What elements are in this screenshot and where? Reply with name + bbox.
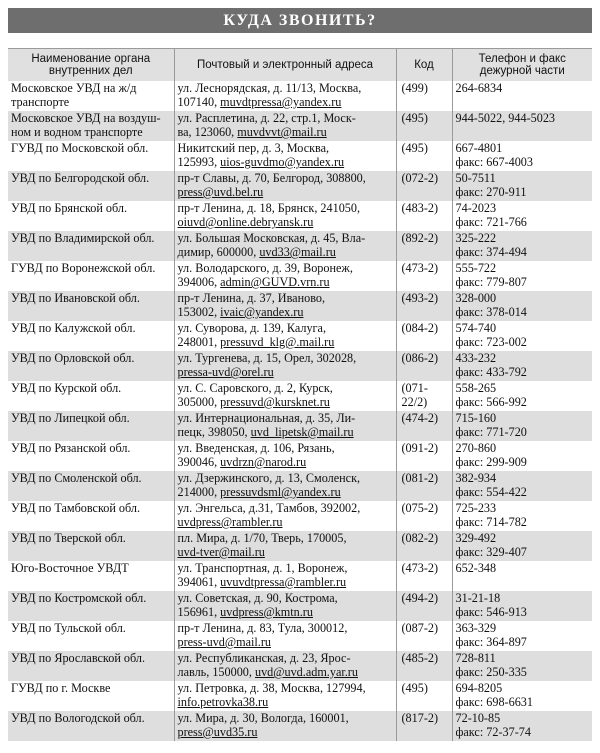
email-link[interactable]: muvdtpressa@yandex.ru [220, 95, 342, 109]
area-code-cell: (081-2) [396, 471, 452, 501]
fax-line: факс: 299-909 [455, 455, 527, 469]
area-code-cell: (072-2) [396, 171, 452, 201]
email-link[interactable]: uvd-tver@mail.ru [177, 545, 265, 559]
email-link[interactable]: uvdpress@rambler.ru [177, 515, 283, 529]
organ-name-line: Московское УВД на воздуш- [11, 111, 161, 125]
phone-cell [452, 501, 592, 531]
area-code-cell: (493-2) [396, 291, 452, 321]
area-code-cell: (494-2) [396, 591, 452, 621]
fax-line: факс: 329-407 [455, 545, 527, 559]
fax-line: факс: 378-014 [455, 305, 527, 319]
organ-name-line: Московское УВД на ж/д [11, 81, 137, 95]
organ-name-line: УВД по Белгородской обл. [11, 171, 150, 185]
phone-line: 363-329 [455, 621, 497, 635]
phone-cell [452, 681, 592, 711]
organ-name-cell [8, 201, 174, 231]
phone-cell [452, 81, 592, 111]
organ-name-cell [8, 441, 174, 471]
organ-name-line: УВД по Курской обл. [11, 381, 122, 395]
email-link[interactable]: admin@GUVD.vrn.ru [220, 275, 330, 289]
table-row [8, 171, 592, 201]
fax-line: факс: 698-6631 [455, 695, 533, 709]
phone-cell [452, 621, 592, 651]
phone-line: 728-811 [455, 651, 496, 665]
email-link[interactable]: press@uvd.bel.ru [177, 185, 264, 199]
address-cell [174, 351, 396, 381]
email-link[interactable]: pressuvd_klg@.mail.ru [220, 335, 335, 349]
fax-line: факс: 250-335 [455, 665, 527, 679]
address-line [178, 365, 393, 379]
address-cell [174, 531, 396, 561]
phone-cell [452, 651, 592, 681]
organ-name-cell [8, 471, 174, 501]
address-cell [174, 261, 396, 291]
address-cell [174, 681, 396, 711]
address-cell [174, 231, 396, 261]
table-row [8, 231, 592, 261]
contacts-table [8, 48, 592, 741]
phone-line: 270-860 [455, 441, 497, 455]
address-line: ул. Республиканская, д. 23, Ярос- [177, 651, 351, 665]
organ-name-line: УВД по Владимирской обл. [11, 231, 155, 245]
table-row [8, 471, 592, 501]
organ-name-cell [8, 591, 174, 621]
phone-line: 433-232 [455, 351, 497, 365]
address-cell [174, 501, 396, 531]
address-postal: 107140, [177, 95, 221, 109]
organ-name-line: транспорте [11, 95, 70, 109]
address-line: ул. Расплетина, д. 22, стр.1, Моск- [177, 111, 356, 125]
organ-name-cell [8, 501, 174, 531]
address-line: ул. Транспортная, д. 1, Воронеж, [177, 561, 348, 575]
organ-name-line: УВД по Тамбовской обл. [11, 501, 141, 515]
phone-line: 264-6834 [455, 81, 503, 95]
address-cell [174, 711, 396, 741]
address-line [178, 725, 393, 739]
organ-name-cell [8, 561, 174, 591]
table-row [8, 441, 592, 471]
email-link[interactable]: pressa-uvd@orel.ru [177, 365, 274, 379]
address-cell [174, 591, 396, 621]
table-row [8, 591, 592, 621]
address-line: ул. Мира, д. 30, Вологда, 160001, [177, 711, 349, 725]
address-line: Никитский пер, д. 3, Москва, [177, 141, 330, 155]
fax-line: факс: 771-720 [455, 425, 527, 439]
table-row [8, 111, 592, 141]
fax-line: факс: 554-422 [455, 485, 527, 499]
organ-name-cell [8, 381, 174, 411]
phone-line: 715-160 [455, 411, 497, 425]
phone-cell [452, 411, 592, 441]
address-cell [174, 471, 396, 501]
address-line [178, 185, 393, 199]
table-row [8, 651, 592, 681]
area-code-cell: (082-2) [396, 531, 452, 561]
address-line: ул. Дзержинского, д. 13, Смоленск, [177, 471, 361, 485]
address-postal: 248001, [177, 335, 221, 349]
address-postal: димир, 600000, [177, 245, 260, 259]
address-line [178, 515, 393, 529]
table-row [8, 141, 592, 171]
table-row [8, 411, 592, 441]
area-code-cell: (495) [396, 111, 452, 141]
address-cell [174, 381, 396, 411]
address-line: пр-т Ленина, д. 83, Тула, 300012, [177, 621, 348, 635]
area-code-cell: (474-2) [396, 411, 452, 441]
address-cell [174, 291, 396, 321]
fax-line: факс: 723-002 [455, 335, 527, 349]
organ-name-line: УВД по Тульской обл. [11, 621, 126, 635]
address-postal: 305000, [177, 395, 221, 409]
phone-cell [452, 471, 592, 501]
area-code-cell: (473-2) [396, 261, 452, 291]
address-line: ул. Леснорядская, д. 11/13, Москва, [177, 81, 362, 95]
address-line: ул. Петровка, д. 38, Москва, 127994, [177, 681, 366, 695]
address-line: ул. Энгельса, д.31, Тамбов, 392002, [177, 501, 361, 515]
table-row [8, 681, 592, 711]
organ-name-cell [8, 531, 174, 561]
phone-cell [452, 531, 592, 561]
header-code: Код [396, 49, 452, 82]
organ-name-cell [8, 81, 174, 111]
address-cell [174, 141, 396, 171]
organ-name-line: УВД по Смоленской обл. [11, 471, 142, 485]
address-line: ул. Интернациональная, д. 35, Ли- [177, 411, 356, 425]
address-cell [174, 621, 396, 651]
email-link[interactable]: uvd_lipetsk@mail.ru [250, 425, 354, 439]
organ-name-line: ГУВД по Воронежской обл. [11, 261, 156, 275]
fax-line: факс: 374-494 [455, 245, 527, 259]
area-code-cell: (071-22/2) [396, 381, 452, 411]
fax-line: факс: 779-807 [455, 275, 527, 289]
phone-cell [452, 291, 592, 321]
area-code-cell: (483-2) [396, 201, 452, 231]
organ-name-line: УВД по Липецкой обл. [11, 411, 130, 425]
address-line [178, 575, 393, 589]
page-title: КУДА ЗВОНИТЬ? [8, 8, 592, 33]
address-cell [174, 321, 396, 351]
address-line [178, 665, 393, 679]
address-cell [174, 81, 396, 111]
email-link[interactable]: uios-guvdmo@yandex.ru [220, 155, 345, 169]
address-line [178, 695, 393, 709]
address-postal: 156961, [177, 605, 221, 619]
table-row [8, 321, 592, 351]
phone-cell [452, 381, 592, 411]
address-line [178, 275, 393, 289]
table-row [8, 501, 592, 531]
fax-line: факс: 566-992 [455, 395, 527, 409]
fax-line: факс: 433-792 [455, 365, 527, 379]
address-line: пл. Мира, д. 1/70, Тверь, 170005, [177, 531, 347, 545]
address-postal: пецк, 398050, [177, 425, 251, 439]
organ-name-line: УВД по Вологодской обл. [11, 711, 145, 725]
phone-line: 328-000 [455, 291, 497, 305]
email-link[interactable]: muvdvvt@mail.ru [237, 125, 327, 139]
phone-cell [452, 111, 592, 141]
address-line [178, 155, 393, 169]
address-line [178, 215, 393, 229]
organ-name-line: УВД по Брянской обл. [11, 201, 128, 215]
organ-name-cell [8, 111, 174, 141]
organ-name-cell [8, 351, 174, 381]
address-postal: 394006, [177, 275, 221, 289]
address-line [178, 605, 393, 619]
fax-line: факс: 667-4003 [455, 155, 533, 169]
email-link[interactable]: uvdpress@kmtn.ru [220, 605, 313, 619]
table-row [8, 711, 592, 741]
phone-cell [452, 141, 592, 171]
phone-line: 72-10-85 [455, 711, 501, 725]
address-line [178, 335, 393, 349]
fax-line: факс: 72-37-74 [455, 725, 531, 739]
area-code-cell: (485-2) [396, 651, 452, 681]
address-line: ул. Большая Московская, д. 45, Вла- [177, 231, 366, 245]
address-line [178, 305, 393, 319]
area-code-cell: (091-2) [396, 441, 452, 471]
phone-cell [452, 591, 592, 621]
address-postal: 214000, [177, 485, 221, 499]
address-line [178, 425, 393, 439]
phone-line: 574-740 [455, 321, 497, 335]
phone-cell [452, 261, 592, 291]
address-line [178, 395, 393, 409]
address-line: ул. Советская, д. 90, Кострома, [177, 591, 338, 605]
table-row [8, 531, 592, 561]
email-link[interactable]: uvdrzn@narod.ru [220, 455, 307, 469]
phone-cell [452, 231, 592, 261]
phone-line: 667-4801 [455, 141, 503, 155]
organ-name-line: УВД по Ярославской обл. [11, 651, 146, 665]
area-code-cell: (084-2) [396, 321, 452, 351]
table-row [8, 291, 592, 321]
phone-line: 329-492 [455, 531, 497, 545]
address-line: ул. Суворова, д. 139, Калуга, [177, 321, 326, 335]
organ-name-line: ГУВД по Московской обл. [11, 141, 149, 155]
address-line: пр-т Ленина, д. 18, Брянск, 241050, [177, 201, 361, 215]
email-link[interactable]: pressuvd@kursknet.ru [220, 395, 330, 409]
address-cell [174, 201, 396, 231]
organ-name-line: УВД по Калужской обл. [11, 321, 136, 335]
email-link[interactable]: uvd33@mail.ru [259, 245, 336, 259]
organ-name-line: УВД по Костромской обл. [11, 591, 147, 605]
address-line [178, 95, 393, 109]
organ-name-line: УВД по Орловской обл. [11, 351, 135, 365]
area-code-cell: (499) [396, 81, 452, 111]
organ-name-cell [8, 171, 174, 201]
header-organ: Наименование органа внутренних дел [8, 49, 174, 82]
address-line: ул. С. Саровского, д. 2, Курск, [177, 381, 333, 395]
address-postal: 394061, [177, 575, 221, 589]
address-line: пр-т Славы, д. 70, Белгород, 308800, [177, 171, 366, 185]
organ-name-line: Юго-Восточное УВДТ [11, 561, 129, 575]
address-cell [174, 171, 396, 201]
phone-line: 382-934 [455, 471, 497, 485]
address-postal: лавль, 150000, [177, 665, 255, 679]
organ-name-line: ном и водном транспорте [11, 125, 143, 139]
area-code-cell: (086-2) [396, 351, 452, 381]
table-row [8, 261, 592, 291]
address-line: ул. Тургенева, д. 15, Орел, 302028, [177, 351, 357, 365]
phone-line: 725-233 [455, 501, 497, 515]
email-link[interactable]: pressuvdsml@yandex.ru [220, 485, 341, 499]
fax-line: факс: 546-913 [455, 605, 527, 619]
organ-name-cell [8, 711, 174, 741]
address-line [178, 485, 393, 499]
organ-name-line: УВД по Рязанской обл. [11, 441, 131, 455]
email-link[interactable]: press-uvd@mail.ru [177, 635, 271, 649]
fax-line: факс: 364-897 [455, 635, 527, 649]
address-postal: 125993, [177, 155, 221, 169]
header-phone: Телефон и факс дежурной части [452, 49, 592, 82]
phone-line: 652-348 [455, 561, 497, 575]
phone-line: 558-265 [455, 381, 497, 395]
address-cell [174, 561, 396, 591]
table-row [8, 351, 592, 381]
address-line [178, 455, 393, 469]
phone-cell [452, 561, 592, 591]
address-line [178, 125, 393, 139]
table-row [8, 561, 592, 591]
phone-cell [452, 321, 592, 351]
phone-cell [452, 711, 592, 741]
organ-name-cell [8, 621, 174, 651]
area-code-cell: (087-2) [396, 621, 452, 651]
area-code-cell: (473-2) [396, 561, 452, 591]
address-line [178, 545, 393, 559]
phone-cell [452, 201, 592, 231]
area-code-cell: (892-2) [396, 231, 452, 261]
table-header-row [8, 49, 592, 82]
organ-name-cell [8, 321, 174, 351]
table-row [8, 201, 592, 231]
organ-name-cell [8, 681, 174, 711]
organ-name-cell [8, 231, 174, 261]
phone-cell [452, 171, 592, 201]
address-line: ул. Введенская, д. 106, Рязань, [177, 441, 335, 455]
phone-cell [452, 441, 592, 471]
email-link[interactable]: info.petrovka38.ru [177, 695, 269, 709]
area-code-cell: (817-2) [396, 711, 452, 741]
phone-line: 555-722 [455, 261, 497, 275]
email-link[interactable]: oiuvd@online.debryansk.ru [177, 215, 314, 229]
email-link[interactable]: uvd@uvd.adm.yar.ru [254, 665, 358, 679]
organ-name-line: УВД по Ивановской обл. [11, 291, 140, 305]
phone-line: 944-5022, 944-5023 [455, 111, 556, 125]
address-cell [174, 411, 396, 441]
fax-line: факс: 714-782 [455, 515, 527, 529]
organ-name-cell [8, 291, 174, 321]
phone-cell [452, 351, 592, 381]
organ-name-cell [8, 651, 174, 681]
email-link[interactable]: ivaic@yandex.ru [220, 305, 304, 319]
table-row [8, 621, 592, 651]
address-postal: 153002, [177, 305, 221, 319]
area-code-cell: (495) [396, 141, 452, 171]
address-cell [174, 651, 396, 681]
phone-line: 74-2023 [455, 201, 497, 215]
organ-name-line: ГУВД по г. Москве [11, 681, 111, 695]
email-link[interactable]: uvuvdtpressa@rambler.ru [220, 575, 347, 589]
address-cell [174, 111, 396, 141]
address-postal: ва, 123060, [177, 125, 238, 139]
table-row [8, 381, 592, 411]
address-line: ул. Володарского, д. 39, Воронеж, [177, 261, 353, 275]
fax-line: факс: 721-766 [455, 215, 527, 229]
area-code-cell: (495) [396, 681, 452, 711]
organ-name-cell [8, 141, 174, 171]
address-cell [174, 441, 396, 471]
header-address: Почтовый и электронный адреса [174, 49, 396, 82]
email-link[interactable]: press@uvd35.ru [177, 725, 258, 739]
phone-line: 31-21-18 [455, 591, 501, 605]
address-line: пр-т Ленина, д. 37, Иваново, [177, 291, 326, 305]
address-line [178, 635, 393, 649]
fax-line: факс: 270-911 [455, 185, 527, 199]
phone-line: 50-7511 [455, 171, 496, 185]
organ-name-cell [8, 261, 174, 291]
address-line [178, 245, 393, 259]
phone-line: 325-222 [455, 231, 497, 245]
area-code-cell: (075-2) [396, 501, 452, 531]
organ-name-cell [8, 411, 174, 441]
organ-name-line: УВД по Тверской обл. [11, 531, 126, 545]
address-postal: 390046, [177, 455, 221, 469]
phone-line: 694-8205 [455, 681, 503, 695]
table-row [8, 81, 592, 111]
